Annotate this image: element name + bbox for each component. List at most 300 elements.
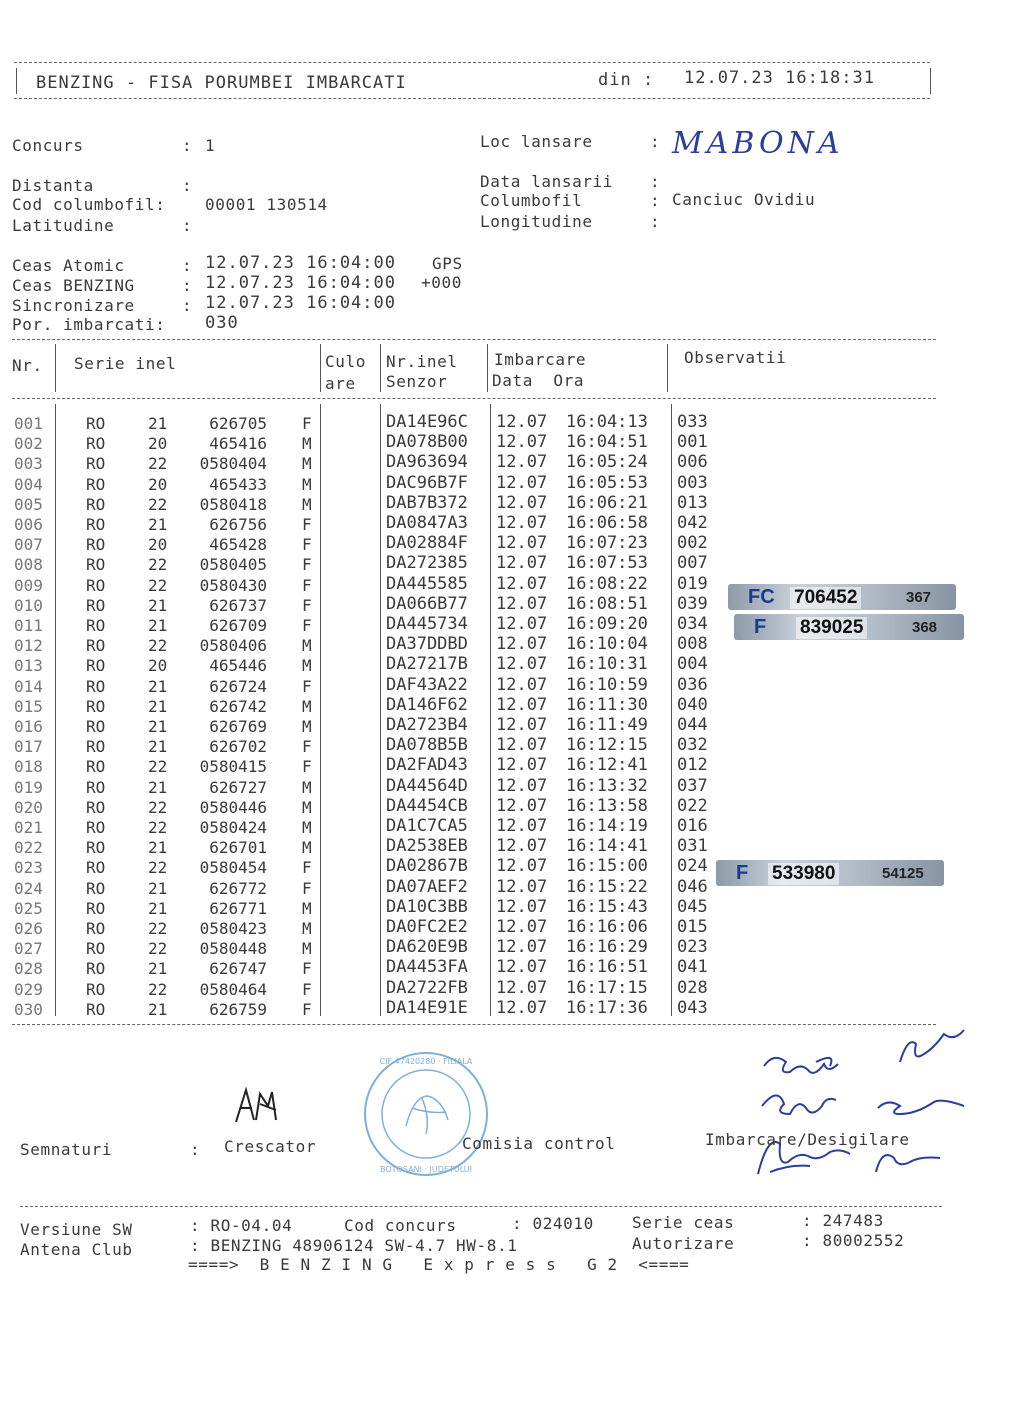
header-culoare-1: Culo: [325, 352, 366, 371]
table-row: [0, 656, 1024, 676]
row-ring-number: 0580406: [199, 636, 267, 656]
row-sensor: DA14E96C: [386, 412, 468, 432]
table-row: [0, 977, 1024, 1000]
colon: :: [182, 276, 193, 295]
row-time: 16:04:51: [566, 432, 648, 453]
loc-lansare-label: Loc lansare: [480, 132, 593, 151]
colon: :: [650, 172, 661, 191]
row-year: 21: [148, 595, 168, 615]
row-date: 12.07: [496, 654, 548, 675]
row-sensor: DA066B77: [386, 593, 468, 614]
row-country: RO: [86, 818, 106, 837]
row-ring-number: 626724: [209, 676, 267, 696]
row-nr: 007: [14, 535, 43, 555]
colon: :: [650, 132, 661, 151]
row-sex: F: [302, 737, 312, 757]
row-country: RO: [86, 737, 106, 757]
row-country: RO: [86, 797, 106, 817]
sticker-number: 706452: [790, 587, 861, 609]
row-sensor: DA2723B4: [386, 715, 468, 735]
row-year: 21: [148, 515, 168, 534]
header-col-line: [320, 344, 321, 392]
row-ring-number: 626769: [209, 717, 267, 736]
row-time: 16:12:41: [566, 755, 648, 776]
row-nr: 006: [14, 515, 43, 534]
row-observatii: 028: [677, 977, 708, 998]
autorizare-value: : 80002552: [802, 1231, 905, 1250]
row-ring-number: 0580424: [199, 818, 267, 837]
benzing-express-banner: ====> B E N Z I N G E x p r e s s G 2 <====: [188, 1255, 690, 1274]
table-row: [0, 414, 1024, 434]
footer-top-border: [20, 1206, 942, 1207]
svg-text:BOTOSANI · JUDETULUI: BOTOSANI · JUDETULUI: [380, 1165, 472, 1174]
row-time: 16:05:24: [566, 452, 648, 473]
row-sensor: DA0FC2E2: [386, 917, 468, 937]
versiune-sw-value: : RO-04.04: [190, 1216, 293, 1235]
row-nr: 013: [14, 656, 43, 676]
columbofil-value: Canciuc Ovidiu: [672, 190, 816, 209]
row-observatii: 002: [677, 533, 708, 554]
row-ring-number: 465433: [209, 474, 267, 494]
din-label: din :: [598, 70, 655, 90]
row-observatii: 006: [677, 452, 708, 473]
row-year: 21: [148, 717, 168, 736]
row-time: 16:15:22: [566, 876, 648, 897]
row-sex: F: [302, 555, 312, 575]
table-row: [0, 997, 1024, 1020]
row-observatii: 043: [677, 997, 708, 1018]
row-date: 12.07: [496, 735, 548, 756]
row-sensor: DA445585: [386, 573, 468, 594]
row-sensor: DA14E91E: [386, 997, 468, 1018]
row-year: 21: [148, 838, 168, 858]
row-time: 16:12:15: [566, 735, 648, 756]
concurs-label: Concurs: [12, 136, 84, 155]
row-sex: F: [302, 999, 312, 1019]
row-observatii: 001: [677, 432, 708, 453]
row-observatii: 003: [677, 472, 708, 493]
cod-columbofil-label: Cod columbofil:: [12, 195, 166, 214]
header-observatii: Observatii: [684, 348, 787, 367]
ceas-atomic-label: Ceas Atomic: [12, 256, 125, 275]
row-nr: 002: [14, 434, 43, 454]
row-country: RO: [86, 919, 106, 938]
row-nr: 008: [14, 555, 43, 575]
row-ring-number: 626709: [209, 616, 267, 635]
row-year: 21: [148, 616, 168, 635]
header-top-border: [14, 62, 930, 63]
row-observatii: 046: [677, 876, 708, 897]
row-sensor: DA445734: [386, 614, 468, 634]
row-date: 12.07: [496, 634, 548, 655]
row-ring-number: 465428: [209, 535, 267, 555]
document-title: BENZING - FISA PORUMBEI IMBARCATI: [36, 73, 407, 93]
row-year: 22: [148, 939, 168, 959]
row-date: 12.07: [496, 795, 548, 816]
row-time: 16:06:58: [566, 513, 648, 533]
row-sex: F: [302, 878, 312, 898]
official-stamp: [362, 1050, 490, 1178]
header-col-line: [667, 344, 668, 392]
row-observatii: 012: [677, 755, 708, 776]
colon: :: [650, 212, 661, 231]
ceas-benzing-value: 12.07.23 16:04:00: [205, 273, 396, 293]
row-ring-number: 465416: [209, 434, 267, 454]
row-sensor: DA146F62: [386, 694, 468, 715]
table-row: [0, 454, 1024, 474]
row-nr: 023: [14, 858, 43, 878]
table-row: [0, 737, 1024, 757]
row-sex: F: [302, 616, 312, 635]
row-year: 21: [148, 878, 168, 898]
latitudine-label: Latitudine: [12, 216, 115, 235]
row-nr: 020: [14, 797, 43, 817]
row-time: 16:14:19: [566, 816, 648, 836]
row-date: 12.07: [496, 937, 548, 958]
row-nr: 001: [14, 414, 43, 433]
row-ring-number: 626747: [209, 959, 267, 979]
row-sensor: DA078B00: [386, 432, 468, 453]
row-observatii: 036: [677, 674, 708, 695]
row-nr: 015: [14, 696, 43, 716]
row-sensor: DA2538EB: [386, 836, 468, 857]
row-ring-number: 465446: [209, 656, 267, 676]
row-sensor: DA963694: [386, 452, 468, 473]
row-sex: M: [302, 919, 312, 938]
row-sensor: DAF43A22: [386, 674, 468, 695]
row-country: RO: [86, 959, 106, 979]
row-time: 16:07:53: [566, 553, 648, 574]
row-nr: 016: [14, 717, 43, 736]
din-value: 12.07.23 16:18:31: [684, 68, 875, 88]
row-observatii: 034: [677, 614, 708, 634]
header-col-line: [487, 344, 488, 392]
row-observatii: 023: [677, 937, 708, 958]
row-sex: F: [302, 515, 312, 534]
row-year: 22: [148, 757, 168, 777]
header-nr: Nr.: [12, 356, 43, 375]
row-observatii: 007: [677, 553, 708, 574]
row-country: RO: [86, 717, 106, 736]
row-year: 22: [148, 575, 168, 595]
row-ring-number: 0580454: [199, 858, 267, 878]
row-nr: 010: [14, 595, 43, 615]
row-time: 16:17:36: [566, 997, 648, 1018]
row-observatii: 039: [677, 593, 708, 614]
row-sex: F: [302, 535, 312, 555]
table-row: [0, 959, 1024, 979]
longitudine-label: Longitudine: [480, 212, 593, 231]
row-sex: M: [302, 898, 312, 918]
semnaturi-label: Semnaturi: [20, 1140, 113, 1159]
row-country: RO: [86, 434, 106, 454]
row-time: 16:10:04: [566, 634, 648, 655]
row-country: RO: [86, 979, 106, 999]
sincronizare-value: 12.07.23 16:04:00: [205, 293, 396, 313]
row-time: 16:16:06: [566, 917, 648, 937]
table-row: [0, 555, 1024, 575]
row-time: 16:07:23: [566, 533, 648, 554]
sticker-suffix: 367: [906, 589, 932, 606]
row-observatii: 024: [677, 856, 708, 877]
row-year: 21: [148, 898, 168, 918]
row-time: 16:06:21: [566, 492, 648, 513]
table-row: [0, 434, 1024, 454]
row-country: RO: [86, 777, 106, 797]
row-nr: 029: [14, 979, 43, 999]
row-date: 12.07: [496, 816, 548, 836]
row-time: 16:10:31: [566, 654, 648, 675]
row-time: 16:10:59: [566, 674, 648, 695]
table-row: [0, 757, 1024, 777]
header-right-border: [930, 68, 931, 94]
row-sensor: DA272385: [386, 553, 468, 574]
row-ring-number: 0580405: [199, 555, 267, 575]
row-nr: 028: [14, 959, 43, 979]
row-sex: M: [302, 818, 312, 837]
sticker-suffix: 54125: [882, 865, 924, 882]
row-sensor: DA2FAD43: [386, 755, 468, 776]
row-time: 16:05:53: [566, 472, 648, 493]
row-sex: M: [302, 454, 312, 474]
row-country: RO: [86, 575, 106, 595]
row-date: 12.07: [496, 573, 548, 594]
colon: :: [182, 216, 193, 235]
row-nr: 017: [14, 737, 43, 757]
data-lansarii-label: Data lansarii: [480, 172, 614, 191]
row-country: RO: [86, 858, 106, 878]
header-nr-inel-1: Nr.inel: [386, 352, 458, 371]
row-time: 16:04:13: [566, 412, 648, 432]
row-time: 16:17:15: [566, 977, 648, 998]
row-country: RO: [86, 494, 106, 514]
sticker-number: 533980: [768, 863, 839, 885]
row-year: 21: [148, 414, 168, 433]
row-observatii: 031: [677, 836, 708, 857]
row-observatii: 032: [677, 735, 708, 756]
row-ring-number: 626701: [209, 838, 267, 858]
row-time: 16:15:43: [566, 896, 648, 917]
versiune-sw-label: Versiune SW: [20, 1220, 133, 1239]
row-sex: M: [302, 434, 312, 454]
row-date: 12.07: [496, 432, 548, 453]
row-time: 16:13:32: [566, 775, 648, 796]
row-country: RO: [86, 939, 106, 959]
sticker-prefix: FC: [748, 586, 775, 608]
row-sensor: DA44564D: [386, 775, 468, 796]
row-country: RO: [86, 898, 106, 918]
colon: :: [650, 191, 661, 210]
row-nr: 030: [14, 999, 43, 1019]
row-ring-number: 0580404: [199, 454, 267, 474]
row-ring-number: 626705: [209, 414, 267, 433]
header-imbarcare-1: Imbarcare: [494, 350, 587, 369]
row-observatii: 022: [677, 795, 708, 816]
ceas-atomic-value: 12.07.23 16:04:00: [205, 253, 396, 273]
row-ring-number: 0580423: [199, 919, 267, 938]
row-nr: 021: [14, 818, 43, 837]
row-date: 12.07: [496, 593, 548, 614]
row-sensor: DAC96B7F: [386, 472, 468, 493]
cod-concurs-value: : 024010: [512, 1214, 594, 1233]
row-ring-number: 626772: [209, 878, 267, 898]
handwritten-signatures: [750, 1024, 990, 1204]
row-date: 12.07: [496, 553, 548, 574]
header-nr-inel-2: Senzor: [386, 372, 448, 391]
row-year: 20: [148, 656, 168, 676]
row-country: RO: [86, 878, 106, 898]
row-year: 22: [148, 858, 168, 878]
table-row: [0, 919, 1024, 939]
row-year: 20: [148, 535, 168, 555]
header-col-line: [380, 344, 381, 392]
row-observatii: 019: [677, 573, 708, 594]
row-observatii: 004: [677, 654, 708, 675]
sticker-number: 839025: [796, 617, 867, 639]
row-sex: M: [302, 717, 312, 736]
table-row: [0, 939, 1024, 959]
row-sex: F: [302, 595, 312, 615]
row-country: RO: [86, 636, 106, 656]
row-sex: F: [302, 959, 312, 979]
row-ring-number: 626771: [209, 898, 267, 918]
row-time: 16:14:41: [566, 836, 648, 857]
row-year: 21: [148, 676, 168, 696]
row-date: 12.07: [496, 513, 548, 533]
row-country: RO: [86, 999, 106, 1019]
table-row: [0, 795, 1024, 818]
row-sex: M: [302, 838, 312, 858]
row-date: 12.07: [496, 755, 548, 776]
row-observatii: 013: [677, 492, 708, 513]
row-date: 12.07: [496, 957, 548, 978]
row-date: 12.07: [496, 472, 548, 493]
row-year: 22: [148, 454, 168, 474]
ring-sticker: [716, 860, 944, 886]
row-sensor: DA2722FB: [386, 977, 468, 998]
row-sex: F: [302, 575, 312, 595]
table-row: [0, 535, 1024, 555]
row-nr: 012: [14, 636, 43, 656]
row-ring-number: 0580415: [199, 757, 267, 777]
ceas-benzing-label: Ceas BENZING: [12, 276, 135, 295]
table-row: [0, 838, 1024, 858]
row-year: 22: [148, 636, 168, 656]
stamp-graphic: [362, 1050, 490, 1178]
sticker-prefix: F: [736, 862, 749, 884]
row-date: 12.07: [496, 674, 548, 695]
row-time: 16:08:22: [566, 573, 648, 594]
cod-concurs-label: Cod concurs: [344, 1216, 457, 1235]
row-nr: 027: [14, 939, 43, 959]
row-ring-number: 626742: [209, 696, 267, 716]
row-nr: 005: [14, 494, 43, 514]
header-left-border: [16, 68, 17, 94]
svg-text:CIF 47420280 · FILIALA: CIF 47420280 · FILIALA: [379, 1057, 473, 1066]
imbarcare-desigilare-label: Imbarcare/Desigilare: [705, 1130, 910, 1149]
row-observatii: 008: [677, 634, 708, 655]
header-culoare-2: are: [325, 374, 356, 393]
header-bottom-border: [14, 98, 930, 99]
row-sensor: DA10C3BB: [386, 896, 468, 917]
row-time: 16:15:00: [566, 856, 648, 877]
row-country: RO: [86, 515, 106, 534]
row-country: RO: [86, 757, 106, 777]
row-observatii: 033: [677, 412, 708, 432]
table-row: [0, 674, 1024, 697]
row-sex: M: [302, 777, 312, 797]
row-nr: 025: [14, 898, 43, 918]
crescator-signature: [230, 1082, 290, 1132]
row-year: 22: [148, 555, 168, 575]
row-date: 12.07: [496, 856, 548, 877]
row-sensor: DA37DDBD: [386, 634, 468, 655]
row-observatii: 015: [677, 917, 708, 937]
row-sex: F: [302, 858, 312, 878]
row-year: 21: [148, 999, 168, 1019]
loc-lansare-handwritten: MABONA: [672, 126, 844, 161]
row-sensor: DA4453FA: [386, 957, 468, 978]
row-country: RO: [86, 474, 106, 494]
row-nr: 003: [14, 454, 43, 474]
row-year: 20: [148, 434, 168, 454]
row-nr: 026: [14, 919, 43, 938]
row-date: 12.07: [496, 412, 548, 432]
table-row: [0, 717, 1024, 737]
colon: :: [182, 176, 193, 195]
row-year: 20: [148, 474, 168, 494]
row-nr: 014: [14, 676, 43, 696]
row-sex: M: [302, 797, 312, 817]
row-nr: 004: [14, 474, 43, 494]
header-serie-inel: Serie inel: [74, 354, 177, 373]
serie-ceas-value: : 247483: [802, 1211, 884, 1230]
antena-club-label: Antena Club: [20, 1240, 133, 1259]
row-sex: F: [302, 676, 312, 696]
row-country: RO: [86, 555, 106, 575]
row-sex: M: [302, 636, 312, 656]
sticker-prefix: F: [754, 616, 767, 638]
table-row: [0, 492, 1024, 515]
row-observatii: 041: [677, 957, 708, 978]
colon: :: [182, 136, 193, 155]
row-sensor: DA078B5B: [386, 735, 468, 756]
row-country: RO: [86, 696, 106, 716]
row-sensor: DA02867B: [386, 856, 468, 877]
row-time: 16:11:30: [566, 694, 648, 715]
distanta-label: Distanta: [12, 176, 94, 195]
row-sex: M: [302, 696, 312, 716]
row-year: 22: [148, 818, 168, 837]
row-country: RO: [86, 676, 106, 696]
row-date: 12.07: [496, 715, 548, 735]
row-sex: F: [302, 757, 312, 777]
concurs-value: 1: [205, 136, 216, 155]
row-time: 16:09:20: [566, 614, 648, 634]
colon: :: [182, 256, 193, 275]
row-nr: 009: [14, 575, 43, 595]
comisia-control-label: Comisia control: [462, 1134, 616, 1153]
row-year: 21: [148, 696, 168, 716]
row-year: 21: [148, 777, 168, 797]
table-header-bottom-border: [12, 398, 936, 399]
row-date: 12.07: [496, 452, 548, 473]
row-year: 21: [148, 959, 168, 979]
row-country: RO: [86, 838, 106, 858]
ring-sticker: [728, 584, 956, 610]
table-row: [0, 775, 1024, 798]
row-date: 12.07: [496, 533, 548, 554]
